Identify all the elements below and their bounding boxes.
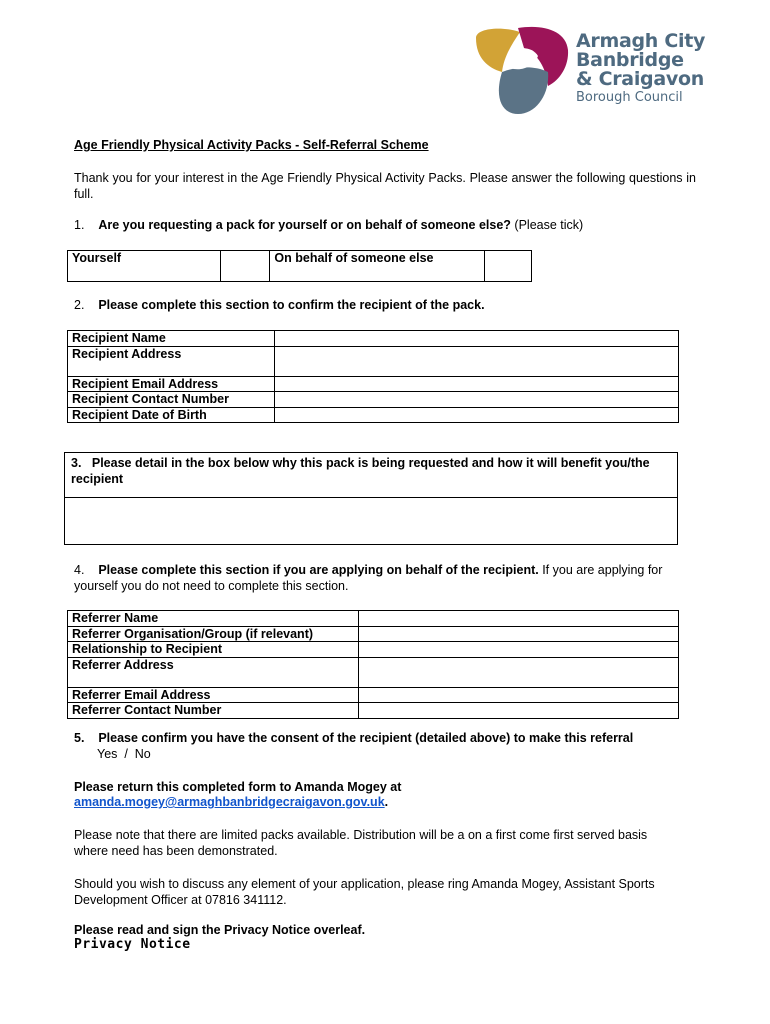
- table-row: [68, 642, 679, 658]
- option-behalf-tickbox[interactable]: [484, 251, 531, 282]
- table-row: [68, 407, 679, 423]
- question-1-hint: (Please tick): [514, 218, 584, 232]
- table-row: [68, 392, 679, 408]
- question-1-number: 1.: [74, 218, 85, 232]
- limited-packs-note: [74, 827, 674, 859]
- field-label: Recipient Address: [68, 346, 275, 376]
- table-row: [68, 346, 679, 376]
- limited-packs-text: Please note that there are limited packs available. Distribution will be a on a first come first served basis where need has been demonstrated.: [74, 828, 648, 858]
- council-logo-mark: [472, 24, 572, 116]
- referrer-address-input[interactable]: [359, 657, 679, 687]
- table-row: [68, 687, 679, 703]
- consent-options[interactable]: Yes / No: [97, 747, 151, 761]
- question-4-note: If you are applying for yourself you do not need to complete this section.: [74, 563, 663, 593]
- question-3: [65, 453, 677, 498]
- table-row: [68, 657, 679, 687]
- read-sign-note: Please read and sign the Privacy Notice overleaf.: [74, 923, 366, 937]
- recipient-name-input[interactable]: [275, 331, 679, 347]
- referrer-email-input[interactable]: [359, 687, 679, 703]
- return-email-link[interactable]: amanda.mogey@armaghbanbridgecraigavon.gov.uk: [74, 795, 385, 809]
- field-label: Referrer Organisation/Group (if relevant): [68, 626, 359, 642]
- question-1-text: Are you requesting a pack for yourself or on behalf of someone else?: [98, 218, 511, 232]
- council-logo: [472, 24, 712, 116]
- question-4-paragraph: [74, 562, 702, 594]
- field-label: Referrer Email Address: [68, 687, 359, 703]
- question-3-box: [64, 452, 678, 545]
- council-name-line-2: Banbridge: [576, 49, 684, 71]
- recipient-email-input[interactable]: [275, 376, 679, 392]
- question-4-number: 4.: [74, 563, 85, 577]
- recipient-dob-input[interactable]: [275, 407, 679, 423]
- table-row: [68, 611, 679, 627]
- table-row: [68, 376, 679, 392]
- form-title: Age Friendly Physical Activity Packs - Self-Referral Scheme: [74, 138, 429, 152]
- privacy-notice-heading: Privacy Notice: [74, 937, 191, 952]
- referrer-table: [67, 610, 679, 719]
- table-row: [68, 331, 679, 347]
- discuss-note: [74, 876, 684, 908]
- option-behalf-label: On behalf of someone else: [270, 251, 484, 282]
- question-1-options: [67, 250, 532, 282]
- referrer-relationship-input[interactable]: [359, 642, 679, 658]
- council-subtitle: Borough Council: [576, 90, 683, 105]
- question-2-number: 2.: [74, 298, 85, 312]
- question-4-text: Please complete this section if you are applying on behalf of the recipient.: [98, 563, 539, 577]
- intro-paragraph: [74, 170, 696, 202]
- question-2-text: Please complete this section to confirm the recipient of the pack.: [98, 298, 485, 312]
- return-email-line: [74, 795, 401, 809]
- return-email-period: .: [384, 795, 389, 809]
- question-5: [74, 731, 633, 745]
- recipient-table: [67, 330, 679, 423]
- intro-text: Thank you for your interest in the Age Friendly Physical Activity Packs. Please answer the following questions in full.: [74, 171, 696, 201]
- field-label: Referrer Name: [68, 611, 359, 627]
- referrer-organisation-input[interactable]: [359, 626, 679, 642]
- question-3-number: 3.: [71, 456, 82, 470]
- question-4: [74, 562, 702, 594]
- recipient-address-input[interactable]: [275, 346, 679, 376]
- table-row: [68, 703, 679, 719]
- question-5-number: 5.: [74, 731, 85, 745]
- field-label: Referrer Contact Number: [68, 703, 359, 719]
- council-name-line-1: Armagh City: [576, 30, 706, 52]
- field-label: Relationship to Recipient: [68, 642, 359, 658]
- recipient-contact-input[interactable]: [275, 392, 679, 408]
- discuss-text: Should you wish to discuss any element of your application, please ring Amanda Mogey, Assistant Sports Development Officer at 07816 341112.: [74, 877, 655, 907]
- question-2: [74, 298, 485, 312]
- field-label: Referrer Address: [68, 657, 359, 687]
- field-label: Recipient Contact Number: [68, 392, 275, 408]
- return-text: Please return this completed form to Amanda Mogey at: [74, 780, 402, 794]
- option-yourself-tickbox[interactable]: [221, 251, 270, 282]
- field-label: Recipient Date of Birth: [68, 407, 275, 423]
- question-5-text: Please confirm you have the consent of the recipient (detailed above) to make this referral: [98, 731, 634, 745]
- referrer-contact-input[interactable]: [359, 703, 679, 719]
- field-label: Recipient Name: [68, 331, 275, 347]
- option-yourself-label: Yourself: [68, 251, 221, 282]
- referrer-name-input[interactable]: [359, 611, 679, 627]
- table-row: [68, 626, 679, 642]
- field-label: Recipient Email Address: [68, 376, 275, 392]
- question-3-answer-area[interactable]: [65, 498, 677, 544]
- return-instructions: [74, 780, 401, 809]
- council-name-line-3: & Craigavon: [576, 68, 704, 90]
- question-3-text: Please detail in the box below why this pack is being requested and how it will benefit you/the recipient: [71, 456, 650, 486]
- question-1: [74, 218, 583, 232]
- council-name: [576, 32, 705, 89]
